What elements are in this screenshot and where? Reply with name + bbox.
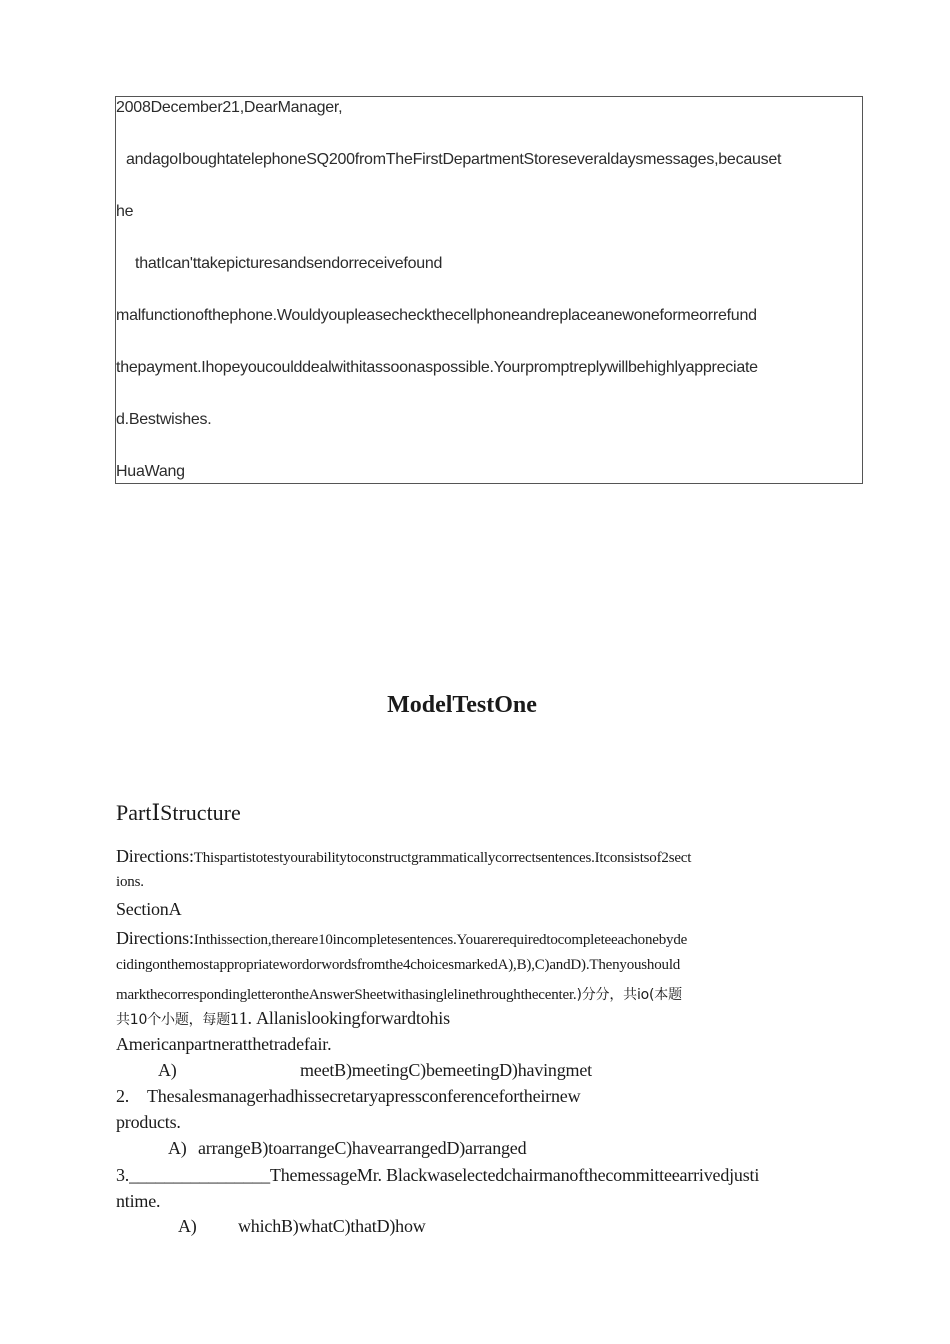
directions-line	[116, 928, 687, 949]
directions-line	[116, 846, 691, 867]
directions-line: ions.	[116, 874, 144, 890]
question-line: products.	[116, 1112, 181, 1132]
directions-cjk: )分分，共io(本题	[576, 987, 682, 1003]
question-line: Americanpartneratthetradefair.	[116, 1034, 332, 1054]
question-options: arrangeB)toarrangeC)havearrangedD)arranged	[198, 1138, 527, 1158]
letter-line: HuaWang	[116, 463, 185, 480]
question-text: Thesalesmanagerhadhissecretaryapressconferencefortheirnew	[147, 1086, 581, 1106]
question-line: ntime.	[116, 1191, 161, 1211]
letter-line: malfunctionofthephone.Wouldyoupleasecheckthecellphoneandreplaceanewoneformeorrefund	[116, 307, 757, 324]
directions-text: markthecorrespondingletterontheAnswerSheetwithasinglelinethroughthecenter.	[116, 987, 577, 1003]
letter-line: d.Bestwishes.	[116, 411, 212, 428]
question-option-label: A)	[178, 1216, 197, 1236]
question-option-label: A)	[168, 1138, 187, 1158]
directions-text: Inthissection,thereare10incompletesentences.Youarerequiredtocompleteeachonebyde	[193, 932, 688, 948]
question-options: meetB)meetingC)bemeetingD)havingmet	[300, 1060, 592, 1080]
letter-line: andagoIboughtatelephoneSQ200fromTheFirstDepartmentStoreseveraldaysmessages,becauset	[126, 151, 782, 168]
page-title: ModelTestOne	[387, 692, 537, 718]
part-heading: PartⅠStructure	[116, 800, 241, 825]
directions-label: Directions:	[116, 846, 194, 866]
question-number: 2.	[116, 1086, 130, 1106]
directions-label: Directions:	[116, 928, 194, 948]
letter-line: 2008December21,DearManager,	[116, 99, 343, 116]
question-text: 1. Allanislookingforwardtohis	[238, 1008, 450, 1028]
question-text: ThemessageMr. Blackwaselectedchairmanofthecommitteearrivedjusti	[269, 1165, 760, 1185]
directions-line: cidingonthemostappropriatewordorwordsfromthe4choicesmarkedA),B),C)andD).Thenyoushould	[116, 957, 681, 973]
cjk-text: 共10个小题，每题1	[116, 1012, 239, 1028]
question-line	[116, 1165, 759, 1186]
letter-line: thepayment.Ihopeyoucoulddealwithitassoonaspossible.Yourpromptreplywillbehighlyappreciate	[116, 359, 758, 376]
section-heading: SectionA	[116, 899, 182, 919]
question-options: whichB)whatC)thatD)how	[238, 1216, 426, 1236]
question-number: 3.	[116, 1165, 130, 1185]
directions-line	[116, 983, 682, 1004]
question-option-label: A)	[158, 1060, 177, 1080]
letter-line: thatIcan'ttakepicturesandsendorreceivefound	[135, 255, 443, 272]
directions-text: Thispartistotestyourabilitytoconstructgrammaticallycorrectsentences.Itconsistsof2sect	[193, 850, 692, 866]
question-line	[116, 1008, 450, 1029]
letter-box	[115, 96, 863, 484]
answer-blank: ________________	[129, 1165, 270, 1185]
letter-line: he	[116, 203, 134, 220]
